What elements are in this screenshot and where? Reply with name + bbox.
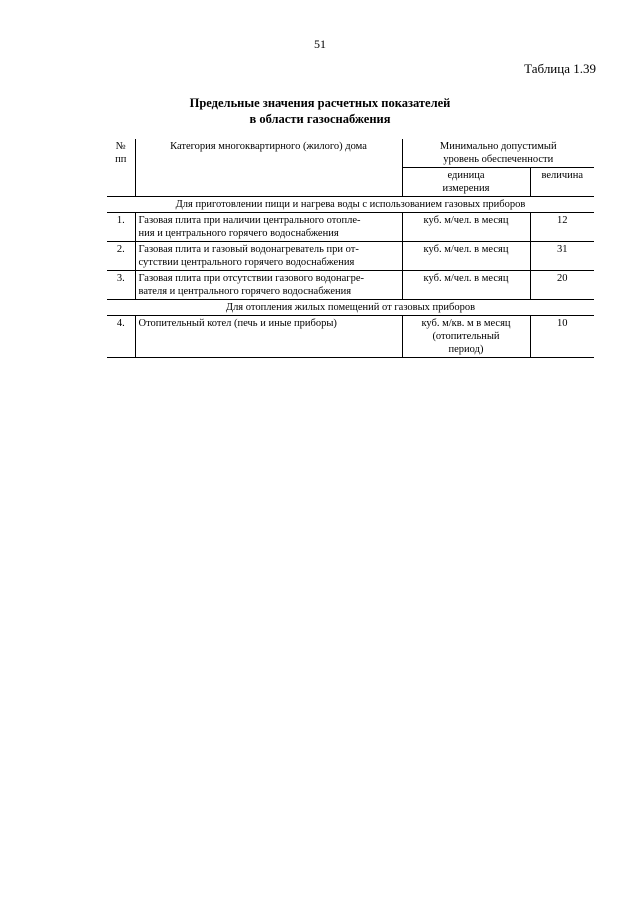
table-row — [107, 271, 594, 300]
table-label: Таблица 1.39 — [524, 61, 596, 76]
row-num: 2. — [107, 242, 135, 271]
table-row — [107, 242, 594, 271]
row-unit: куб. м/кв. м в месяц (отопительный период) — [402, 316, 530, 358]
table-row — [107, 316, 594, 358]
section-title: Для приготовлении пищи и нагрева воды с использованием газовых приборов — [107, 197, 594, 213]
section-title: Для отопления жилых помещений от газовых приборов — [107, 300, 594, 316]
title-line-1: Предельные значения расчетных показателей — [189, 96, 451, 110]
row-unit: куб. м/чел. в месяц — [402, 242, 530, 271]
header-value: величина — [530, 168, 594, 197]
header-num: № пп — [107, 139, 135, 197]
row-value: 12 — [530, 213, 594, 242]
row-num: 1. — [107, 213, 135, 242]
row-value: 20 — [530, 271, 594, 300]
page-number: 51 — [314, 37, 326, 51]
header-row — [107, 139, 594, 168]
header-unit: единица измерения — [402, 168, 530, 197]
row-num: 3. — [107, 271, 135, 300]
header-min-level: Минимально допустимый уровень обеспеченности — [402, 139, 594, 168]
title-line-2: в области газоснабжения — [249, 112, 391, 126]
gas-supply-table — [107, 139, 594, 358]
row-category: Газовая плита при наличии центрального отопле- ния и центрального горячего водоснабжения — [135, 213, 402, 242]
table-title — [0, 95, 640, 127]
row-unit: куб. м/чел. в месяц — [402, 271, 530, 300]
row-value: 31 — [530, 242, 594, 271]
row-num: 4. — [107, 316, 135, 358]
row-category: Газовая плита и газовый водонагреватель при от- сутствии центрального горячего водоснабжения — [135, 242, 402, 271]
table-row — [107, 213, 594, 242]
row-value: 10 — [530, 316, 594, 358]
section-row — [107, 300, 594, 316]
row-unit: куб. м/чел. в месяц — [402, 213, 530, 242]
header-category: Категория многоквартирного (жилого) дома — [135, 139, 402, 197]
section-row — [107, 197, 594, 213]
row-category: Газовая плита при отсутствии газового водонагре- вателя и центрального горячего водоснабжения — [135, 271, 402, 300]
row-category: Отопительный котел (печь и иные приборы) — [135, 316, 402, 358]
